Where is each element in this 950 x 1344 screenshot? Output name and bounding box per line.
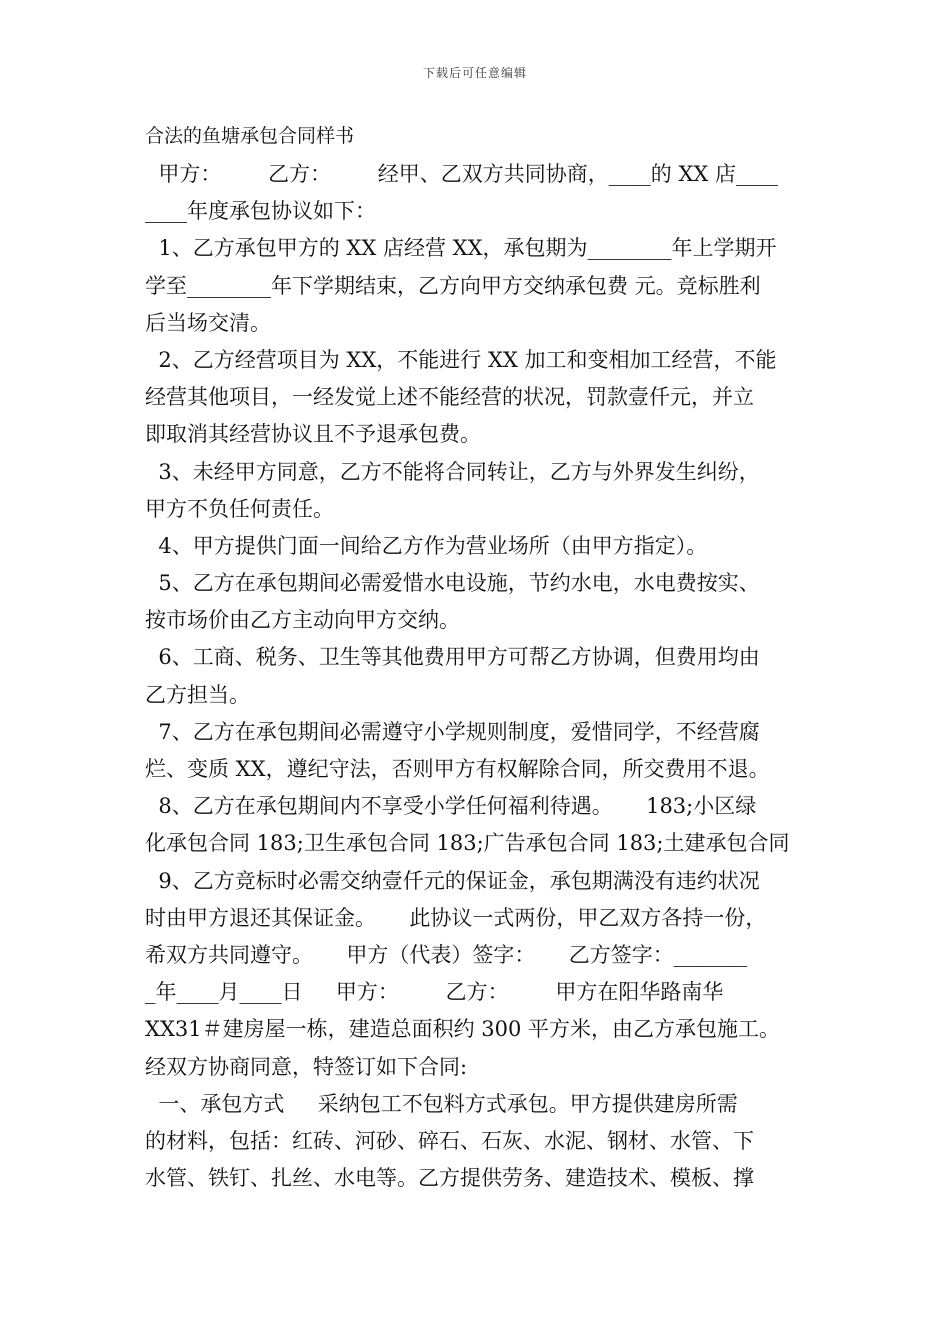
paragraph-line: 学至________年下学期结束，乙方向甲方交纳承包费 元。竞标胜利 (145, 273, 761, 298)
paragraph-line: 按市场价由乙方主动向甲方交纳。 (145, 608, 460, 633)
paragraph-line: 甲方不负任何责任。 (145, 496, 334, 521)
paragraph-line: 化承包合同 183;卫生承包合同 183;广告承包合同 183;土建承包合同 (145, 831, 790, 856)
paragraph-line: 7、乙方在承包期间必需遵守小学规则制度，爱惜同学，不经营腐 (145, 719, 760, 744)
paragraph-line: 一、承包方式 采纳包工不包料方式承包。甲方提供建房所需 (145, 1091, 738, 1116)
paragraph-line: 6、工商、税务、卫生等其他费用甲方可帮乙方协调，但费用均由 (145, 645, 760, 670)
paragraph-line: 经营其他项目，一经发觉上述不能经营的状况，罚款壹仟元，并立 (145, 385, 754, 410)
paragraph-line: 5、乙方在承包期间必需爱惜水电设施，节约水电，水电费按实、 (145, 571, 760, 596)
paragraph-line: 时由甲方退还其保证金。 此协议一式两份，甲乙双方各持一份， (145, 905, 767, 930)
document-body (145, 116, 810, 1197)
paragraph-line: 2、乙方经营项目为 XX，不能进行 XX 加工和变相加工经营，不能 (145, 347, 777, 372)
paragraph-line: 4、甲方提供门面一间给乙方作为营业场所（由甲方指定）。 (145, 533, 708, 558)
paragraph-line: 烂、变质 XX，遵纪守法，否则甲方有权解除合同，所交费用不退。 (145, 757, 770, 781)
paragraph-line: 的材料，包括：红砖、河砂、碎石、石灰、水泥、钢材、水管、下 (145, 1128, 754, 1153)
paragraph-line: 9、乙方竞标时必需交纳壹仟元的保证金，承包期满没有违约状况 (145, 868, 760, 893)
paragraph-line: XX31＃建房屋一栋，建造总面积约 300 平方米，由乙方承包施工。 (145, 1017, 781, 1042)
paragraph-line: ____年度承包协议如下： (145, 199, 376, 224)
paragraph-line: 8、乙方在承包期间内不享受小学任何福利待遇。 183;小区绿 (145, 794, 757, 819)
page-header-note: 下载后可任意编辑 (422, 66, 527, 80)
paragraph-line: _年____月____日 甲方： 乙方： 甲方在阳华路南华 (145, 980, 724, 1005)
paragraph-line: 后当场交清。 (145, 310, 271, 335)
paragraph-line: 即取消其经营协议且不予退承包费。 (145, 422, 481, 447)
paragraph-line: 3、未经甲方同意，乙方不能将合同转让，乙方与外界发生纠纷， (145, 459, 760, 484)
paragraph-line: 希双方共同遵守。 甲方（代表）签字： 乙方签字：_______ (145, 942, 748, 967)
paragraph-line: 甲方： 乙方： 经甲、乙双方共同协商，____的 XX 店____ (145, 162, 779, 186)
paragraph-line: 经双方协商同意，特签订如下合同: (145, 1054, 468, 1079)
document-title: 合法的鱼塘承包合同样书 (145, 125, 355, 147)
paragraph-line: 1、乙方承包甲方的 XX 店经营 XX，承包期为________年上学期开 (145, 236, 777, 261)
paragraph-line: 水管、铁钉、扎丝、水电等。乙方提供劳务、建造技术、模板、撑 (145, 1166, 754, 1191)
paragraph-line: 乙方担当。 (145, 682, 250, 707)
